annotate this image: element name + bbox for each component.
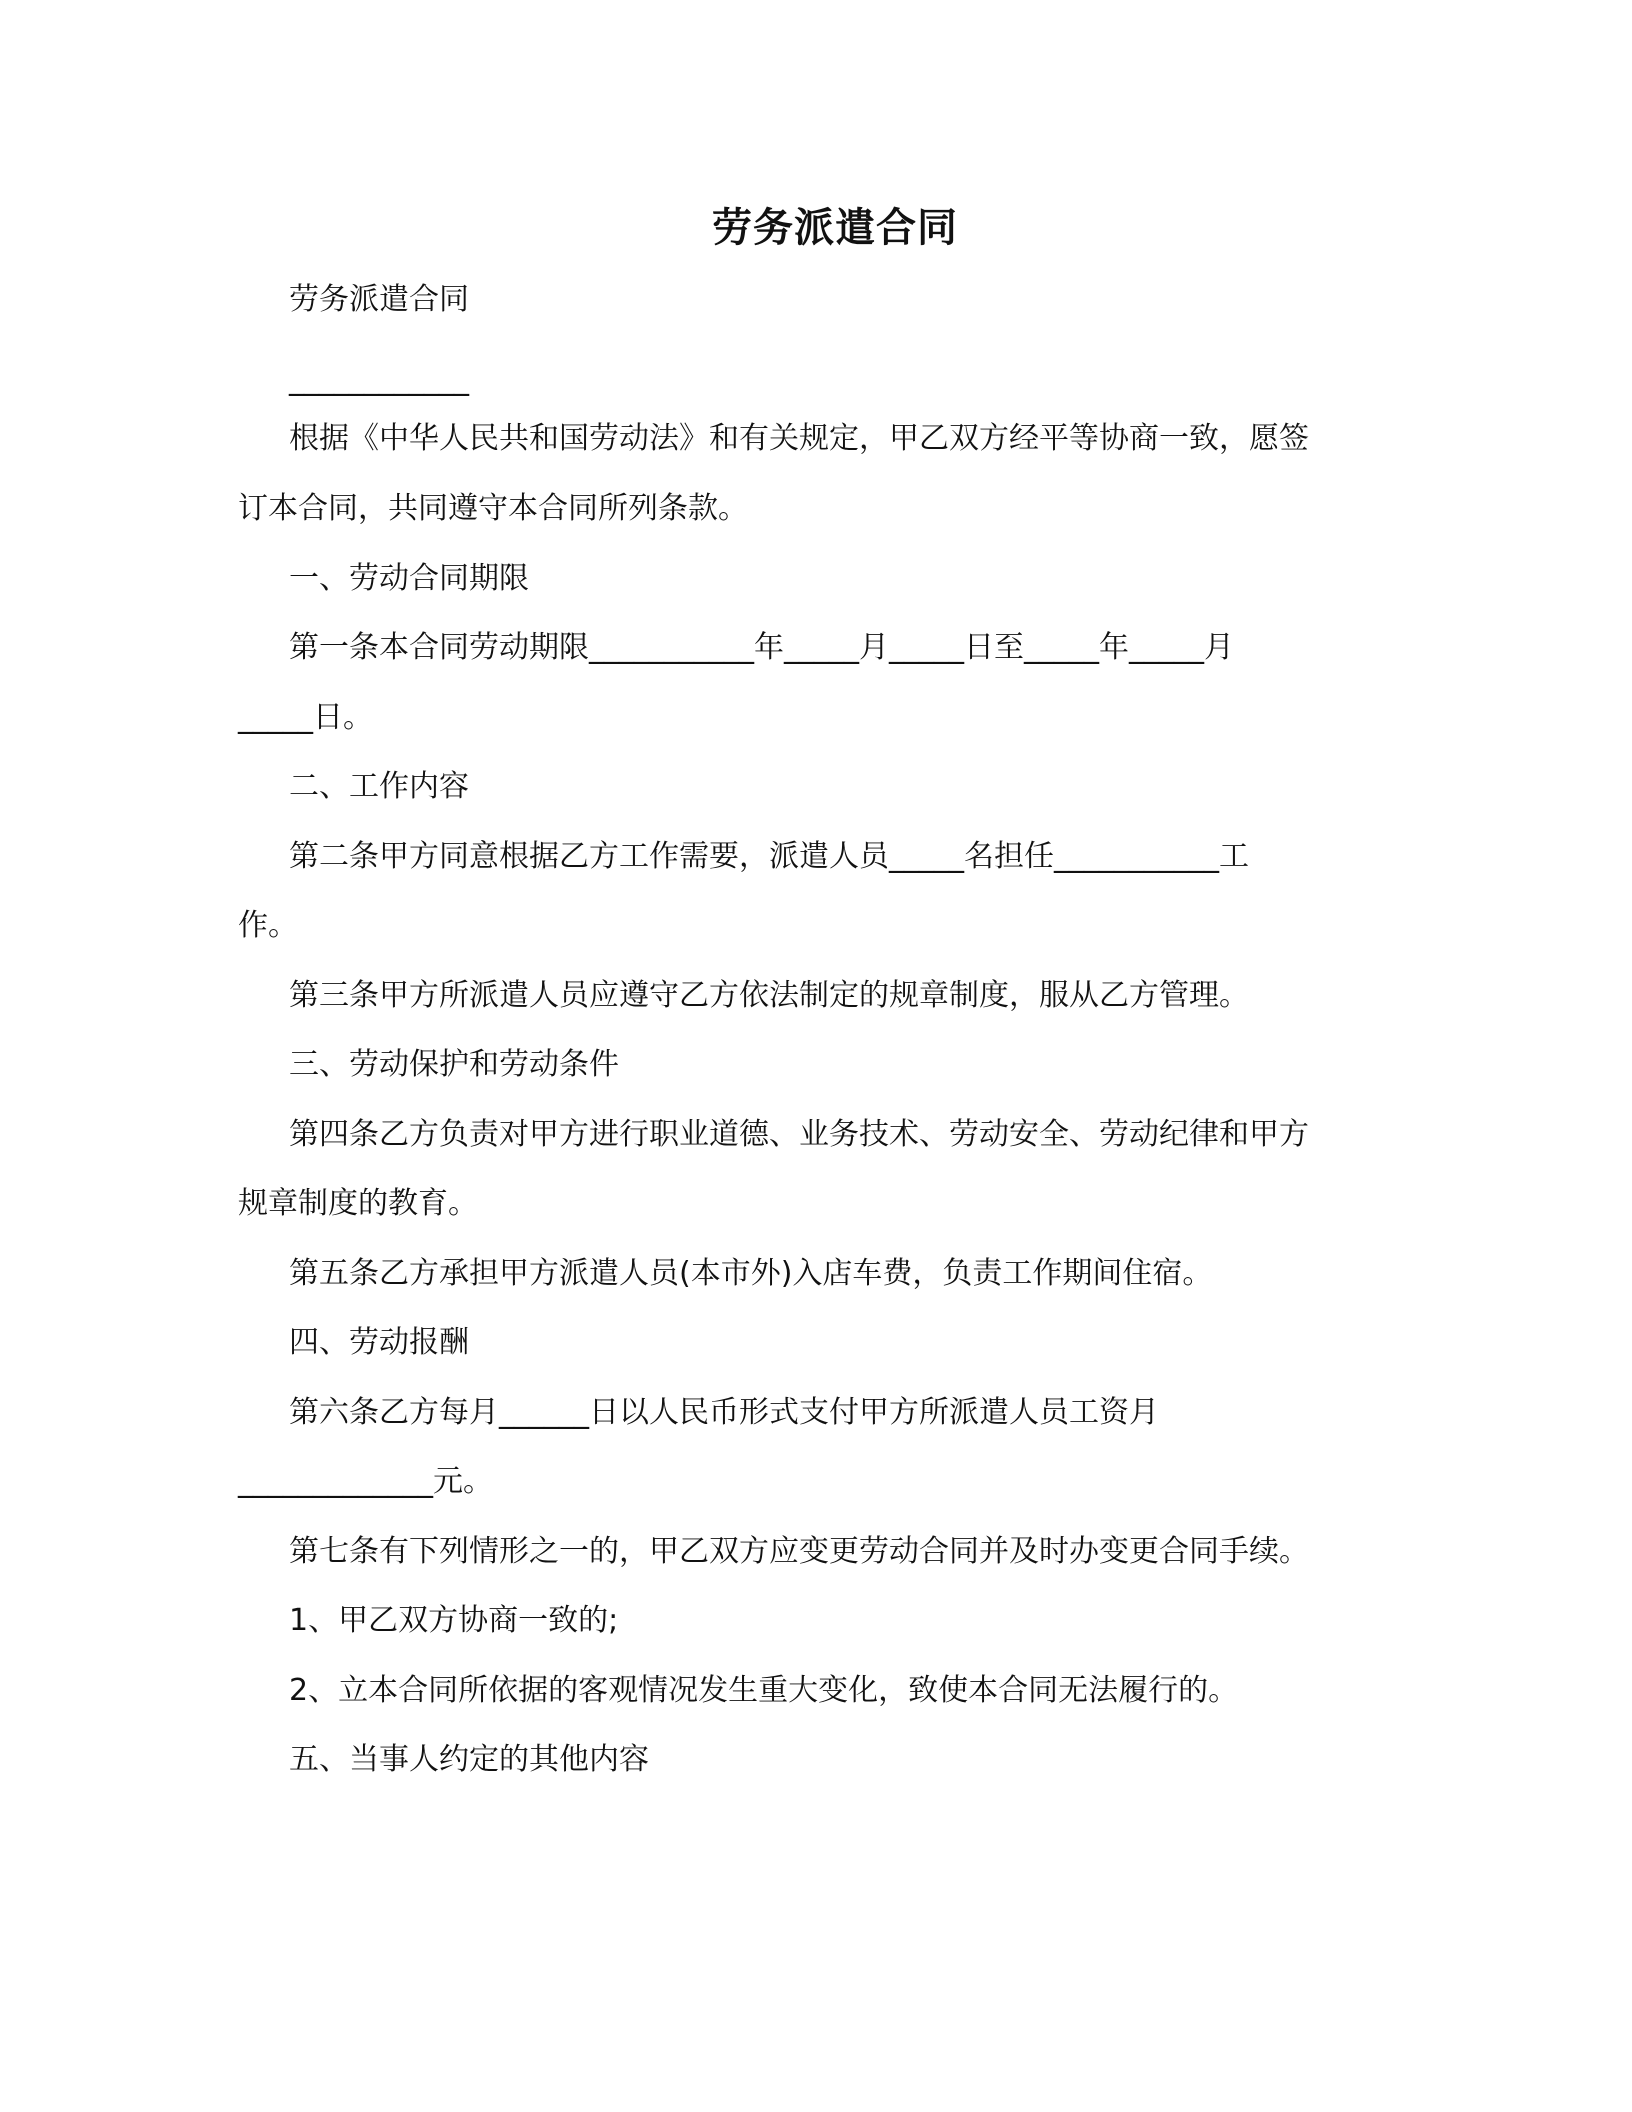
document-title: 劳务派遣合同 — [712, 205, 958, 251]
article-1-line-1: 第一条本合同劳动期限___________年_____月_____日至_____年_____月 — [289, 630, 1234, 665]
section-2-heading: 二、工作内容 — [289, 769, 469, 804]
article-5: 第五条乙方承担甲方派遣人员(本市外)入店车费，负责工作期间住宿。 — [289, 1256, 1213, 1291]
article-2-line-1: 第二条甲方同意根据乙方工作需要，派遣人员_____名担任___________工 — [289, 839, 1249, 874]
preamble-line-1: 根据《中华人民共和国劳动法》和有关规定，甲乙双方经平等协商一致，愿签 — [289, 421, 1309, 456]
document-subtitle: 劳务派遣合同 — [289, 282, 469, 317]
section-4-heading: 四、劳动报酬 — [289, 1325, 469, 1360]
article-4-line-1: 第四条乙方负责对甲方进行职业道德、业务技术、劳动安全、劳动纪律和甲方 — [289, 1117, 1309, 1152]
article-6-line-2: _____________元。 — [238, 1464, 493, 1499]
article-3: 第三条甲方所派遣人员应遵守乙方依法制定的规章制度，服从乙方管理。 — [289, 978, 1249, 1013]
party-blank: ____________ — [289, 362, 469, 397]
article-6-line-1: 第六条乙方每月______日以人民币形式支付甲方所派遣人员工资月 — [289, 1395, 1159, 1430]
section-1-heading: 一、劳动合同期限 — [289, 561, 529, 596]
section-5-heading: 五、当事人约定的其他内容 — [289, 1742, 649, 1777]
section-3-heading: 三、劳动保护和劳动条件 — [289, 1047, 619, 1082]
article-1-line-2: _____日。 — [238, 700, 373, 735]
list-item-1: 1、甲乙双方协商一致的; — [289, 1603, 619, 1638]
article-2-line-2: 作。 — [238, 908, 298, 943]
list-item-2: 2、立本合同所依据的客观情况发生重大变化，致使本合同无法履行的。 — [289, 1673, 1239, 1708]
article-4-line-2: 规章制度的教育。 — [238, 1186, 478, 1221]
article-7: 第七条有下列情形之一的，甲乙双方应变更劳动合同并及时办变更合同手续。 — [289, 1534, 1309, 1569]
preamble-line-2: 订本合同，共同遵守本合同所列条款。 — [238, 491, 748, 526]
